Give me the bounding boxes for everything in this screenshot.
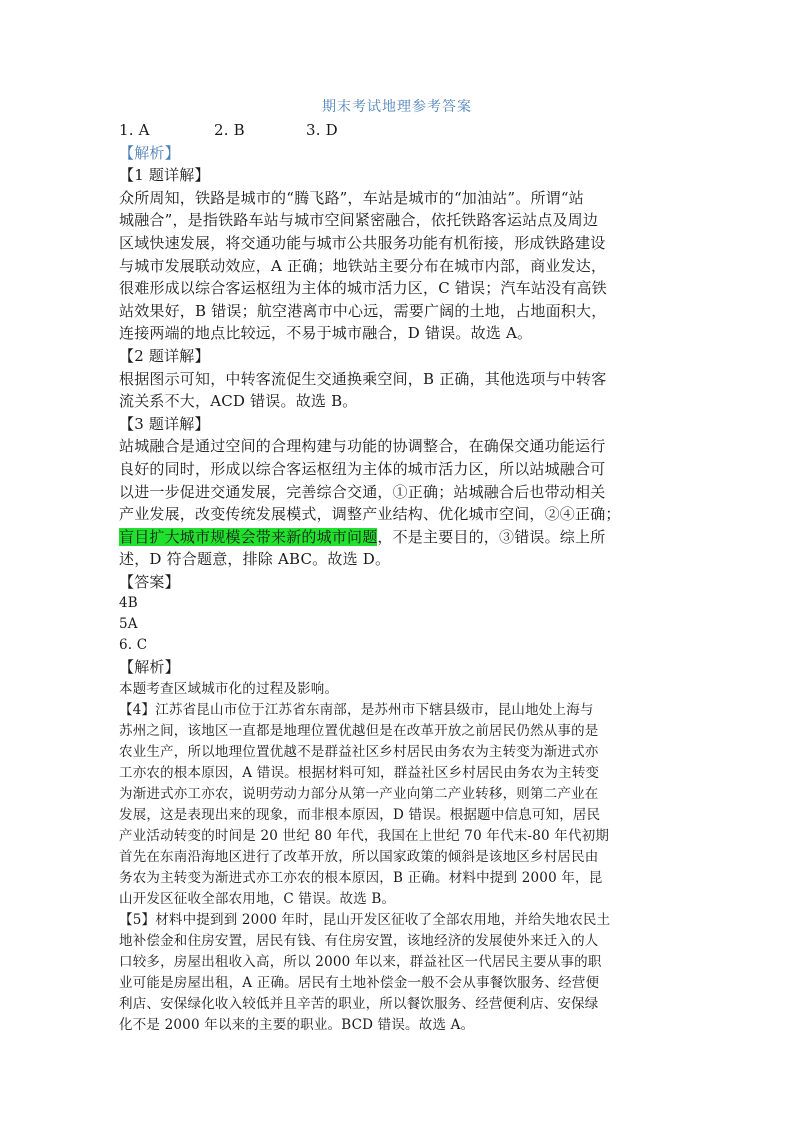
q5-line: 地补偿金和住房安置，居民有钱、有住房安置，该地经济的发展使外来迁入的人 — [119, 933, 599, 950]
q2-line: 根据图示可知，中转客流促生交通换乘空间，B 正确，其他选项与中转客 — [119, 369, 607, 388]
answers-row-1-3 — [119, 119, 679, 142]
q1-line: 连接两端的地点比较远，不易于城市融合，D 错误。故选 A。 — [119, 324, 533, 343]
highlighted-text: 盲目扩大城市规模会带来新的城市问题 — [119, 527, 378, 546]
q1-line: 众所周知，铁路是城市的“腾飞路”，车站是城市的“加油站”。所谓“站 — [119, 188, 584, 207]
answer-4: 4B — [119, 595, 138, 612]
answer-3: 3. D — [306, 121, 338, 139]
q3-line: 以进一步促进交通发展，完善综合交通，①正确；站城融合后也带动相关 — [119, 482, 606, 501]
q4-line: 山开发区征收全部农用地，C 错误。故选 B。 — [119, 891, 396, 908]
answer-5: 5A — [119, 616, 138, 633]
q4-line: 【4】江苏省昆山市位于江苏省东南部，是苏州市下辖县级市，昆山地处上海与 — [119, 702, 594, 719]
answer-1: 1. A — [119, 121, 150, 139]
intro-line: 本题考查区域城市化的过程及影响。 — [119, 681, 339, 698]
q1-line: 区域快速发展，将交通功能与城市公共服务功能有机衔接，形成铁路建设 — [119, 233, 606, 252]
q3-line: 产业发展，改变传统发展模式，调整产业结构、优化城市空间，②④正确； — [119, 505, 621, 524]
daan-label: 【答案】 — [119, 572, 180, 591]
q5-line: 利店、安保绿化收入较低并且辛苦的职业，所以餐饮服务、经营便利店、安保绿 — [119, 996, 599, 1013]
q5-line: 化不是 2000 年以来的主要的职业。BCD 错误。故选 A。 — [119, 1017, 475, 1034]
q4-line: 首先在东南沿海地区进行了改革开放，所以国家政策的倾斜是该地区乡村居民由 — [119, 849, 599, 866]
q1-line: 与城市发展联动效应，A 正确；地铁站主要分布在城市内部，商业发达， — [119, 256, 607, 275]
q4-line: 务农为主转变为渐进式亦工亦农的根本原因，B 正确。材料中提到 2000 年，昆 — [119, 870, 603, 887]
document-body — [119, 119, 679, 1036]
q2-heading: 【2 题详解】 — [119, 346, 210, 365]
q3-line: 站城融合是通过空间的合理构建与功能的协调整合，在确保交通功能运行 — [119, 437, 606, 456]
q4-line: 农业生产，所以地理位置优越不是群益社区乡村居民由务农为主转变为渐进式亦 — [119, 744, 599, 761]
answer-6: 6. C — [119, 637, 148, 654]
document-title: 期末考试地理参考答案 — [322, 99, 472, 115]
q1-heading: 【1 题详解】 — [119, 166, 210, 185]
q5-line: 业可能是房屋出租，A 正确。居民有土地补偿金一般不会从事餐饮服务、经营便 — [119, 975, 600, 992]
q2-line: 流关系不大，ACD 错误。故选 B。 — [119, 392, 358, 411]
q1-line: 站效果好，B 错误；航空港离市中心远，需要广阔的土地，占地面积大， — [119, 301, 607, 320]
q3-line-rest: ，不是主要目的，③错误。综上所 — [377, 527, 606, 546]
q5-line: 【5】材料中提到到 2000 年时，昆山开发区征收了全部农用地，并给失地农民土 — [119, 912, 611, 929]
q1-line: 很难形成以综合客运枢纽为主体的城市活力区，C 错误；汽车站没有高铁 — [119, 279, 607, 298]
jiexi2-label: 【解析】 — [119, 658, 180, 677]
q4-line: 工亦农的根本原因，A 错误。根据材料可知，群益社区乡村居民由务农为主转变 — [119, 765, 600, 782]
q3-line: 良好的同时，形成以综合客运枢纽为主体的城市活力区，所以站城融合可 — [119, 459, 606, 478]
answer-2: 2. B — [214, 121, 245, 139]
q3-heading: 【3 题详解】 — [119, 414, 210, 433]
q1-line: 城融合”，是指铁路车站与城市空间紧密融合，依托铁路客运站点及周边 — [119, 211, 599, 230]
q4-line: 苏州之间，该地区一直都是地理位置优越但是在改革开放之前居民仍然从事的是 — [119, 723, 599, 740]
q5-line: 口较多，房屋出租收入高，所以 2000 年以来，群益社区一代居民主要从事的职 — [119, 954, 602, 971]
q4-line: 为渐进式亦工亦农，说明劳动力部分从第一产业向第二产业转移，则第二产业在 — [119, 786, 599, 803]
q4-line: 产业活动转变的时间是 20 世纪 80 年代，我国在上世纪 70 年代末-80 年代初期 — [119, 828, 610, 845]
q4-line: 发展，这是表现出来的现象，而非根本原因，D 错误。根据题中信息可知，居民 — [119, 807, 601, 824]
jiexi-label: 【解析】 — [119, 143, 180, 162]
q3-highlighted-line — [119, 526, 679, 549]
q3-line: 述，D 符合题意，排除 ABC。故选 D。 — [119, 550, 391, 569]
